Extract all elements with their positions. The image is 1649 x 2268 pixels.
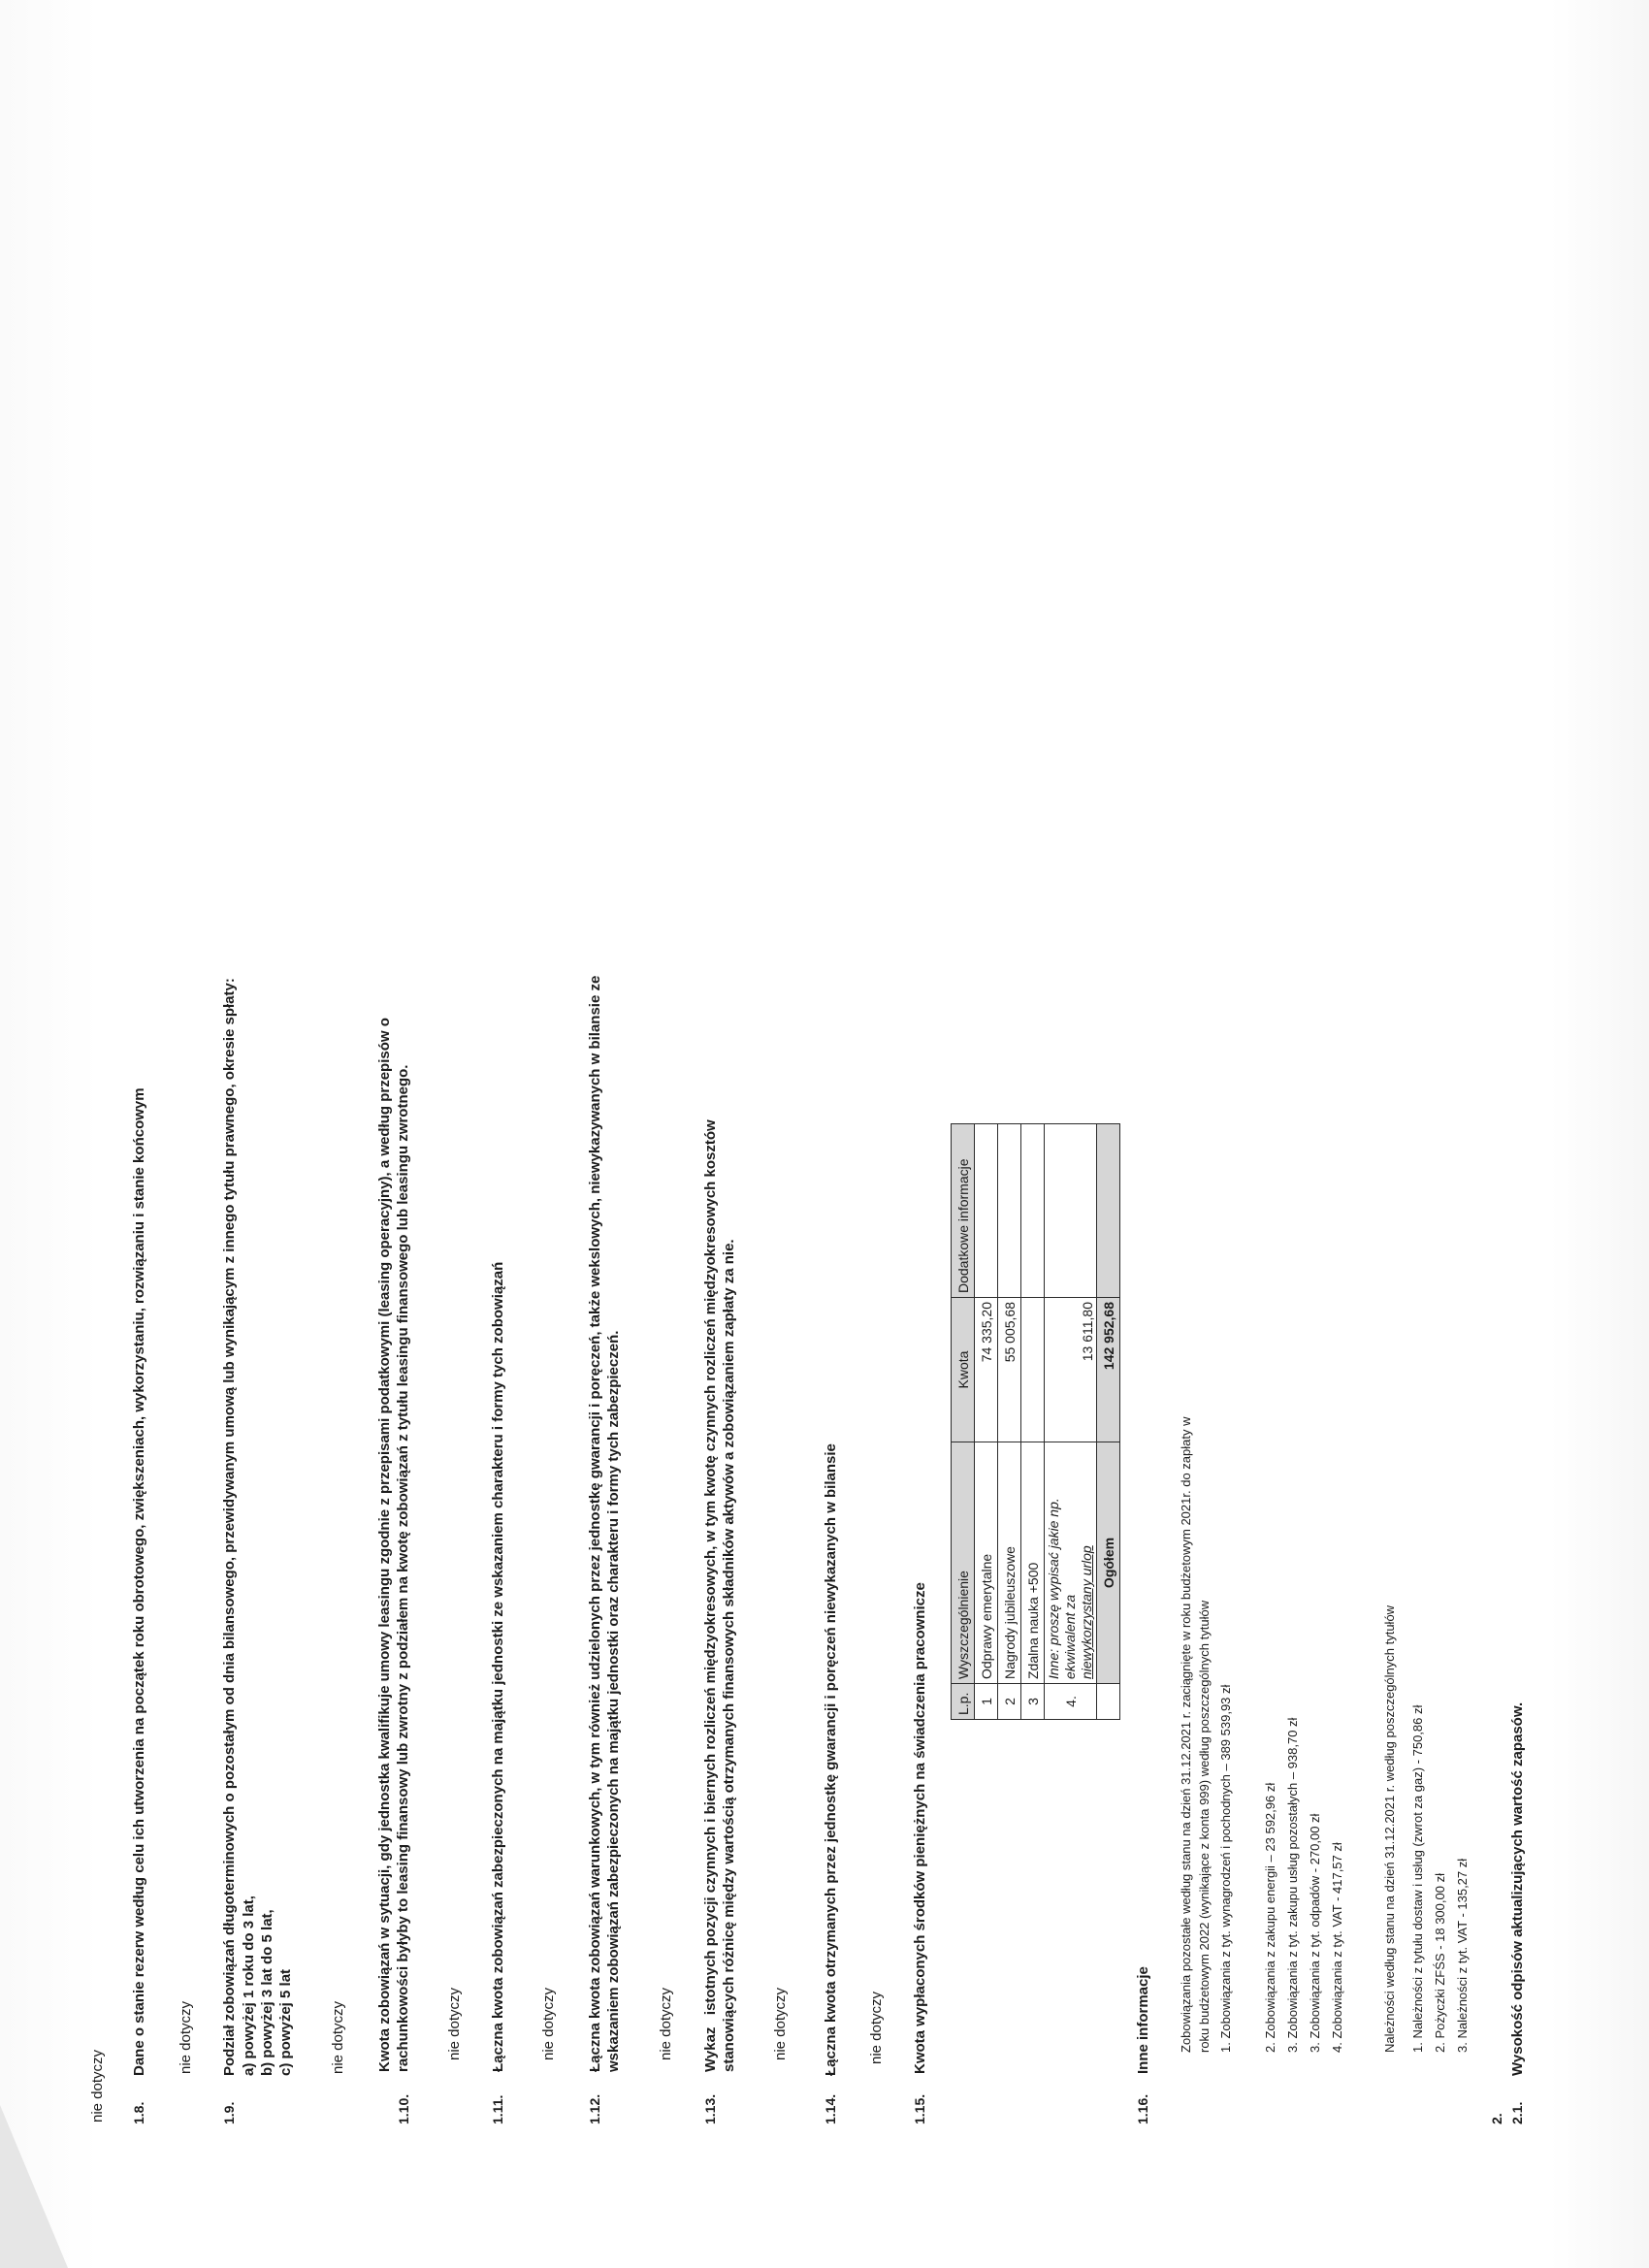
liabilities-item: 1. Zobowiązania z tyt. wynagrodzeń i pochodnych – 389 539,93 zł xyxy=(1218,1684,1233,2053)
section-1-10-not-applicable: nie dotyczy xyxy=(446,1987,463,2060)
section-1-16-title: Inne informacje xyxy=(1135,1966,1151,2074)
section-2-1-title: Wysokość odpisów aktualizujących wartość zapasów. xyxy=(1509,1701,1526,2076)
column-header-amount: Kwota xyxy=(952,1298,975,1442)
receivables-item: 1. Należności z tytułu dostaw i usług (zwrot za gaz) - 750,86 zł xyxy=(1410,1704,1425,2053)
table-header-row xyxy=(952,1124,975,1720)
column-header-additional-info: Dodatkowe informacje xyxy=(952,1124,975,1298)
table-row xyxy=(1021,1124,1045,1720)
column-header-lp: L.p. xyxy=(952,1684,975,1720)
receivables-intro: Należności według stanu na dzień 31.12.2021 r. według poszczególnych tytułów xyxy=(1382,1604,1397,2053)
intro-not-applicable: nie dotyczy xyxy=(89,2049,106,2122)
row-amount: 13 611,80 xyxy=(1045,1298,1097,1442)
receivables-item: 2. Pożyczki ZFŚS - 18 300,00 zł xyxy=(1433,1873,1447,2053)
row-description: Zdalna nauka +500 xyxy=(1021,1442,1045,1684)
total-info-empty xyxy=(1097,1124,1120,1298)
section-1-11-number: 1.11. xyxy=(490,2094,505,2124)
section-1-10-line-2: rachunkowości byłyby to leasing finansowy lub zwrotny z podziałem na kwotę zobowiązań z tytułu leasingu finansowego lub leasingu zwrotnego. xyxy=(395,1064,411,2072)
section-1-13-number: 1.13. xyxy=(702,2093,718,2124)
section-1-15-number: 1.15. xyxy=(912,2093,927,2124)
liabilities-list xyxy=(1214,1685,1348,2053)
row-info xyxy=(998,1124,1021,1298)
section-1-14-title: Łączna kwota otrzymanych przez jednostkę gwarancji i poręczeń niewykazanych w bilansie xyxy=(823,1443,839,2076)
liabilities-intro-line-2: roku budżetowym 2022 (wynikające z konta 999) według poszczególnych tytułów xyxy=(1197,1600,1212,2053)
section-1-14-not-applicable: nie dotyczy xyxy=(868,1991,885,2064)
section-1-13-line-1: Wykaz istotnych pozycji czynnych i biernych rozliczeń międzyokresowych, w tym kwotę czynnych rozliczeń międzyokresowych kosztów xyxy=(702,1119,719,2072)
table-row xyxy=(1045,1124,1097,1720)
section-1-8-not-applicable: nie dotyczy xyxy=(178,2000,194,2074)
total-lp-empty xyxy=(1097,1684,1120,1720)
section-1-9-item-a: a) powyżej 1 roku do 3 lat, xyxy=(241,1895,257,2076)
section-2-1-number: 2.1. xyxy=(1509,2101,1525,2124)
employee-benefits-table xyxy=(951,1123,1120,1720)
table-total-row xyxy=(1097,1124,1120,1720)
row-description-line-1: Inne: proszę wypisać jakie np. ekwiwalent za xyxy=(1046,1498,1078,1679)
section-1-13-line-2: stanowiących różnicę między wartością otrzymanych finansowych składników aktywów a zobowiązaniem zapłaty za nie. xyxy=(721,1239,737,2072)
section-1-12-number: 1.12. xyxy=(587,2093,602,2124)
total-amount: 142 952,68 xyxy=(1097,1298,1120,1442)
section-1-8-title: Dane o stanie rezerw według celu ich utworzenia na początek roku obrotowego, zwiększeniach, wykorzystaniu, rozwiązaniu i stanie końcowym xyxy=(131,1087,147,2076)
row-description: Odprawy emerytalne xyxy=(975,1442,998,1684)
liabilities-spacer xyxy=(1237,1685,1259,2053)
row-amount xyxy=(1021,1298,1045,1442)
section-1-8-number: 1.8. xyxy=(131,2101,146,2124)
section-1-10-number: 1.10. xyxy=(396,2093,411,2124)
row-lp: 3 xyxy=(1021,1684,1045,1720)
section-1-12-line-1: Łączna kwota zobowiązań warunkowych, w tym również udzielonych przez jednostkę gwarancji i poręczeń, także wekslowych, niewykazywanych w bilansie ze xyxy=(587,975,603,2072)
section-1-13-not-applicable: nie dotyczy xyxy=(772,1987,789,2060)
liabilities-item: 3. Zobowiązania z tyt. zakupu usług pozostałych – 938,70 zł xyxy=(1285,1717,1300,2053)
section-1-9-number: 1.9. xyxy=(221,2101,237,2124)
row-amount: 74 335,20 xyxy=(975,1298,998,1442)
table-row xyxy=(975,1124,998,1720)
section-1-11-not-applicable: nie dotyczy xyxy=(540,1987,557,2060)
receivables-item: 3. Należności z tyt. VAT - 135,27 zł xyxy=(1455,1858,1470,2053)
row-info xyxy=(1021,1124,1045,1298)
table-row xyxy=(998,1124,1021,1720)
row-info xyxy=(975,1124,998,1298)
row-lp: 1 xyxy=(975,1684,998,1720)
row-description-line-2: niewykorzystany urlop xyxy=(1079,1545,1094,1679)
section-1-12-line-2: wskazaniem zobowiązań zabezpieczonych na majątku jednostki oraz charakteru i formy tych zabezpieczeń. xyxy=(605,1330,622,2072)
liabilities-item: 3. Zobowiązania z tyt. odpadów - 270,00 zł xyxy=(1308,1813,1322,2053)
section-1-9-title: Podział zobowiązań długoterminowych o pozostałym od dnia bilansowego, przewidywanym umową lub wynikającym z innego tytułu prawnego, okresie spłaty: xyxy=(221,978,238,2076)
row-description: Nagrody jubileuszowe xyxy=(998,1442,1021,1684)
section-1-15-title: Kwota wypłaconych środków pieniężnych na świadczenia pracownicze xyxy=(912,1582,928,2074)
liabilities-item: 4. Zobowiązania z tyt. VAT - 417,57 zł xyxy=(1330,1842,1344,2053)
section-1-12-not-applicable: nie dotyczy xyxy=(658,1987,674,2060)
section-1-9-item-c: c) powyżej 5 lat xyxy=(277,1968,294,2076)
row-description-other xyxy=(1045,1442,1097,1684)
section-1-9-item-b: b) powyżej 3 lat do 5 lat, xyxy=(259,1909,275,2076)
receivables-list xyxy=(1406,1705,1473,2053)
section-2-number: 2. xyxy=(1489,2113,1504,2124)
row-amount: 55 005,68 xyxy=(998,1298,1021,1442)
section-1-14-number: 1.14. xyxy=(823,2093,838,2124)
section-1-10-line-1: Kwota zobowiązań w sytuacji, gdy jednostka kwalifikuje umowy leasingu zgodnie z przepisami podatkowymi (leasing operacyjny), a według przepisów o xyxy=(376,1018,393,2072)
liabilities-intro-line-1: Zobowiązania pozostałe według stanu na dzień 31.12.2021 r. zaciągnięte w roku budżetowym 2021r. do zapłaty w xyxy=(1179,1416,1193,2053)
section-1-16-number: 1.16. xyxy=(1135,2093,1150,2124)
total-label: Ogółem xyxy=(1097,1442,1120,1684)
liabilities-item: 2. Zobowiązania z zakupu energii – 23 592,96 zł xyxy=(1263,1782,1277,2053)
row-info xyxy=(1045,1124,1097,1298)
column-header-description: Wyszczególnienie xyxy=(952,1442,975,1684)
row-lp: 2 xyxy=(998,1684,1021,1720)
section-1-11-title: Łączna kwota zobowiązań zabezpieczonych na majątku jednostki ze wskazaniem charakteru i formy tych zobowiązań xyxy=(490,1261,506,2072)
section-1-9-not-applicable: nie dotyczy xyxy=(330,2000,346,2074)
row-lp: 4. xyxy=(1045,1684,1097,1720)
